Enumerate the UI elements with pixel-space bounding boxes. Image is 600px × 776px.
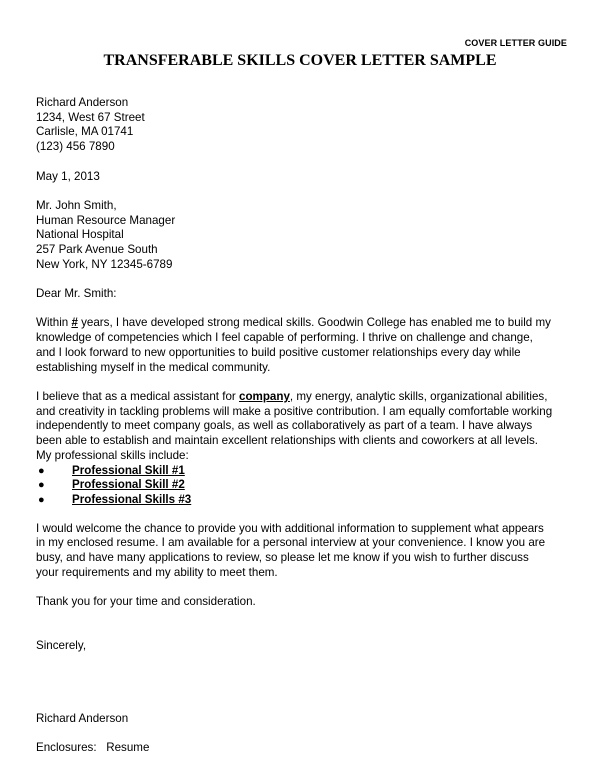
- years-placeholder: #: [71, 316, 78, 330]
- sender-city: Carlisle, MA 01741: [36, 125, 134, 139]
- list-item: [36, 478, 576, 493]
- recipient-street: 257 Park Avenue South: [36, 243, 158, 256]
- bullet-icon: ●: [38, 479, 45, 492]
- text-segment: years, I have developed strong medical skills. Goodwin College has enabled me to build my: [77, 316, 551, 330]
- sender-phone: (123) 456 7890: [36, 140, 115, 154]
- list-item: [36, 464, 576, 479]
- recipient-name: Mr. John Smith,: [36, 198, 117, 212]
- closing-line: Sincerely,: [36, 639, 87, 653]
- letter-date: May 1, 2013: [36, 169, 100, 183]
- paragraph-line: independently to meet company goals, as well as collaboratively as part of a team. I have always: [36, 419, 533, 433]
- sender-name: Richard Anderson: [36, 96, 129, 109]
- skill-label: Professional Skill #1: [72, 463, 185, 477]
- company-placeholder: company: [239, 389, 290, 403]
- recipient-company: National Hospital: [36, 228, 124, 242]
- page-title: TRANSFERABLE SKILLS COVER LETTER SAMPLE: [103, 52, 497, 69]
- skill-label: Professional Skill #2: [72, 478, 185, 492]
- recipient-city: New York, NY 12345-6789: [36, 257, 173, 271]
- paragraph-line: been able to establish and maintain excellent relationships with clients and coworkers at all levels.: [36, 434, 539, 448]
- paragraph-line: My professional skills include:: [36, 448, 189, 462]
- paragraph-line: and creativity in tackling problems will make a positive contribution. I am equally comfortable working: [36, 404, 553, 418]
- paragraph-line: [36, 390, 576, 405]
- list-item: [36, 493, 576, 508]
- paragraph-line: knowledge of competencies which I feel capable of performing. I thrive on challenge and change,: [36, 331, 533, 345]
- paragraph-skills: [36, 390, 576, 464]
- recipient-address: [36, 199, 576, 273]
- bullet-icon: ●: [38, 464, 45, 477]
- text-segment: , my energy, analytic skills, organizational abilities,: [289, 389, 548, 403]
- recipient-title: Human Resource Manager: [36, 213, 176, 227]
- sender-street: 1234, West 67 Street: [36, 110, 145, 124]
- paragraph-line: [36, 316, 576, 331]
- skill-label: Professional Skills #3: [72, 492, 192, 506]
- paragraph-line: your requirements and my ability to meet them.: [36, 565, 278, 579]
- salutation: Dear Mr. Smith:: [36, 287, 117, 301]
- text-segment: I believe that as a medical assistant for: [36, 389, 239, 403]
- signature-name: Richard Anderson: [36, 711, 129, 725]
- paragraph-line: in my enclosed resume. I am available for a personal interview at your convenience. I know you are: [36, 536, 546, 550]
- paragraph-experience: [36, 316, 576, 375]
- paragraph-line: busy, and have many applications to review, so please let me know if you wish to further discuss: [36, 551, 529, 565]
- paragraph-line: I would welcome the chance to provide you with additional information to supplement what appears: [36, 521, 544, 535]
- header-guide-label: COVER LETTER GUIDE: [464, 38, 567, 48]
- paragraph-line: establishing myself in the medical community.: [36, 360, 271, 374]
- paragraph-closing: [36, 522, 576, 581]
- skills-list: [36, 464, 576, 508]
- text-segment: Within: [36, 316, 72, 330]
- paragraph-line: and I look forward to new opportunities to build positive customer relationships every day while: [36, 345, 521, 359]
- enclosures-line: Enclosures: Resume: [36, 741, 150, 755]
- bullet-icon: ●: [38, 493, 45, 506]
- thanks-line: Thank you for your time and consideration.: [36, 595, 256, 609]
- sender-address: [36, 96, 576, 155]
- cover-letter: [36, 96, 576, 756]
